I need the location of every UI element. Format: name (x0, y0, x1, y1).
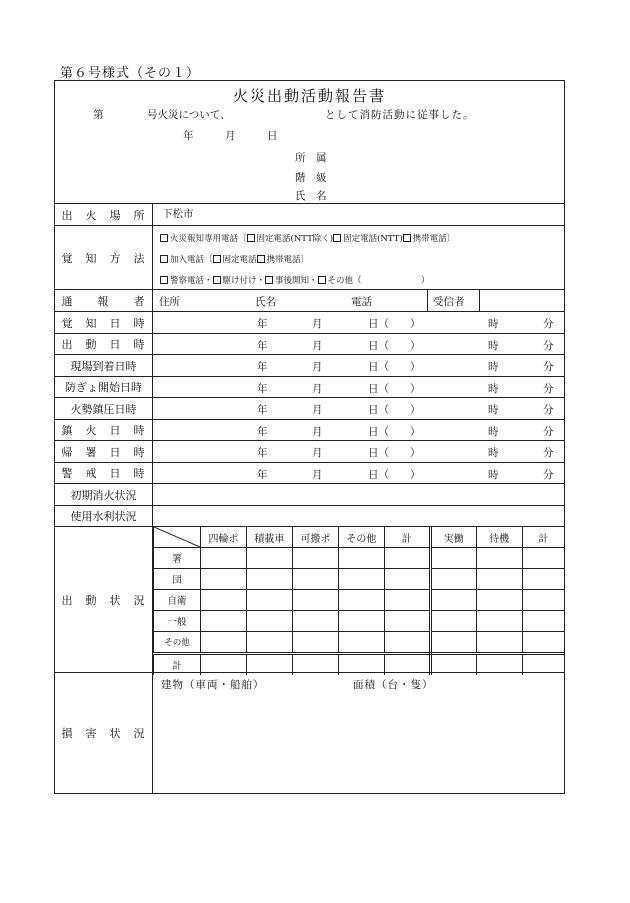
row-label: 署 (154, 548, 201, 569)
time-row-label: 覚 知 日 時 (55, 312, 153, 333)
reporter-address-label: 住所 (159, 296, 180, 308)
report-title: 火災出動活動報告書 (232, 87, 386, 105)
activity-statement: として消防活動に従事した。 (325, 109, 475, 121)
checkbox-icon[interactable] (247, 234, 255, 242)
time-row: 警 戒 日 時 年 月 日（ ） 時 分 (55, 463, 564, 484)
receiver-label: 受信者 (433, 296, 465, 308)
time-row-label: 鎮 火 日 時 (55, 420, 153, 440)
dispatch-row (55, 527, 564, 673)
row-label: 自衛 (154, 590, 201, 611)
time-row-label: 帰 署 日 時 (55, 441, 153, 462)
notification-row (55, 226, 564, 290)
header-month: 月 (225, 130, 236, 142)
time-row: 鎮 火 日 時 年 月 日（ ） 時 分 (55, 420, 564, 441)
time-row-label: 防ぎょ開始日時 (55, 377, 153, 397)
reporter-row (55, 290, 564, 312)
reporter-phone-label: 電話 (351, 296, 372, 308)
checkbox-icon[interactable] (213, 255, 221, 263)
column-header: 可搬ポ (292, 527, 338, 548)
checkbox-icon[interactable] (213, 276, 221, 284)
damage-row (55, 673, 564, 793)
row-label: その他 (154, 632, 201, 654)
column-header: 積載車 (246, 527, 292, 548)
reporter-name-label: 氏名 (255, 296, 276, 308)
name-label: 氏 名 (295, 190, 327, 202)
damage-area-label: 面積（台・隻） (353, 679, 434, 691)
header-day: 日 (267, 130, 278, 142)
time-row: 防ぎょ開始日時 年 月 日（ ） 時 分 (55, 377, 564, 398)
checkbox-icon[interactable] (318, 276, 326, 284)
time-row-label: 火勢鎮圧日時 (55, 398, 153, 419)
checkbox-icon[interactable] (403, 234, 411, 242)
damage-label: 損 害 状 況 (55, 673, 153, 793)
time-row: 火勢鎮圧日時 年 月 日（ ） 時 分 (55, 398, 564, 420)
water-usage-row (55, 506, 564, 527)
notification-options: 火災報知専用電話〔 固定電話(NTT除く) 固定電話(NTT) 携帯電話〕 加入電話〔 固定電話 携帯電話〕 警察電話・ 駆け付け・ 事後開知・ その他（ ） (154, 226, 564, 289)
checkbox-icon[interactable] (160, 255, 168, 263)
checkbox-icon[interactable] (257, 255, 265, 263)
checkbox-icon[interactable] (265, 276, 273, 284)
time-row: 帰 署 日 時 年 月 日（ ） 時 分 (55, 441, 564, 463)
fire-location-row (55, 204, 564, 226)
table-row (154, 611, 565, 632)
reporter-label: 通 報 者 (55, 290, 153, 311)
row-label: 団 (154, 569, 201, 590)
water-usage-label: 使用水利状況 (55, 506, 153, 526)
time-row: 覚 知 日 時 年 月 日（ ） 時 分 (55, 312, 564, 334)
column-header: 実働 (430, 527, 476, 548)
column-header: 計 (522, 527, 564, 548)
column-header: 待機 (476, 527, 522, 548)
initial-fire-label: 初期消火状況 (55, 484, 153, 505)
damage-building-label: 建物（車両・船舶） (161, 679, 265, 691)
diagonal-line-icon (154, 527, 200, 547)
table-row (154, 548, 565, 569)
row-label: 一般 (154, 611, 201, 632)
initial-fire-row (55, 484, 564, 506)
rank-label: 階 級 (295, 172, 327, 184)
header-year: 年 (183, 130, 194, 142)
checkbox-icon[interactable] (160, 234, 168, 242)
column-header: 四輪ポ (201, 527, 247, 548)
diagonal-header-cell (154, 527, 201, 548)
affiliation-label: 所 属 (295, 152, 327, 164)
time-row-label: 現場到着日時 (55, 355, 153, 376)
dispatch-table (153, 527, 564, 675)
table-row (154, 590, 565, 611)
report-header (55, 81, 564, 204)
notification-label: 覚 知 方 法 (55, 226, 153, 289)
checkbox-icon[interactable] (160, 276, 168, 284)
table-row (154, 632, 565, 654)
table-row (154, 654, 565, 676)
time-row: 現場到着日時 年 月 日（ ） 時 分 (55, 355, 564, 377)
column-header: その他 (338, 527, 384, 548)
checkbox-icon[interactable] (333, 234, 341, 242)
receiver-divider (479, 290, 480, 311)
time-row-label: 出 動 日 時 (55, 334, 153, 354)
report-sheet (54, 80, 565, 794)
time-row: 出 動 日 時 年 月 日（ ） 時 分 (55, 334, 564, 355)
fire-number-prefix: 第 (93, 109, 104, 121)
column-header: 計 (384, 527, 430, 548)
dispatch-label: 出 動 状 況 (55, 527, 153, 672)
fire-location-label: 出 火 場 所 (55, 204, 153, 225)
fire-location-value: 下松市 (162, 208, 194, 220)
time-row-label: 警 戒 日 時 (55, 463, 153, 483)
fire-number-suffix: 号火災について、 (147, 109, 231, 121)
table-row (154, 569, 565, 590)
row-label: 計 (154, 654, 201, 676)
form-number: 第６号様式（その１） (60, 66, 201, 81)
receiver-divider (427, 290, 428, 311)
